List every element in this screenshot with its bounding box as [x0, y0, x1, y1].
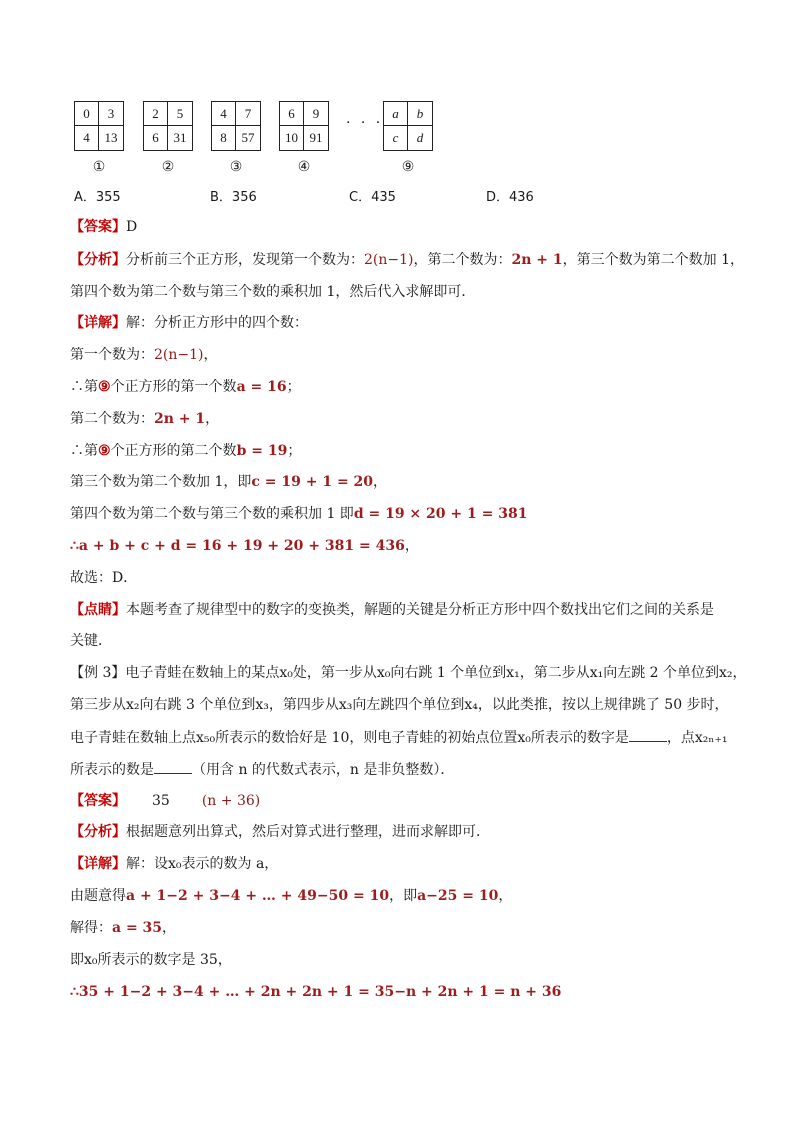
- q2-step-4: [70, 982, 730, 1002]
- text: 由题意得: [70, 888, 126, 904]
- detail-tag: 【详解】: [70, 315, 126, 331]
- math: ∴35 + 1−2 + 3−4 + … + 2n + 2n + 1 = 35−n + 2n + 1 = n + 36: [70, 984, 562, 1000]
- math: a = 16: [236, 379, 287, 395]
- text: 第四个数为第二个数与第三个数的乘积加 1 即: [70, 506, 354, 522]
- text: 电子青蛙在数轴上的某点x₀处，第一步从x₀向右跳 1 个单位到x₁，第二步从x₁向左跳 2 个单位到x₂，: [125, 665, 747, 681]
- q1-step-7: [70, 536, 730, 556]
- grid-cell: 91: [309, 130, 323, 145]
- text: 第三个数为第二个数加 1，即: [70, 474, 252, 490]
- text: ∴第: [70, 379, 98, 395]
- answer-value-2: (n + 36): [201, 793, 261, 809]
- q1-step-6: [70, 504, 730, 524]
- answer-value-1: 35: [152, 793, 170, 809]
- grid-4: [279, 101, 329, 151]
- text: ，: [162, 920, 177, 936]
- q1-step-3: [70, 409, 730, 429]
- text: ，: [404, 538, 419, 554]
- text: 第一个数为：: [70, 347, 154, 363]
- grid-cell: 8: [212, 126, 236, 150]
- math: d = 19 × 20 + 1 = 381: [353, 506, 528, 522]
- grid-cell: a: [384, 102, 408, 126]
- square-grids-figure: [74, 101, 454, 181]
- q1-comment-line-2: 关键．: [70, 633, 112, 649]
- answer-tag: 【答案】: [70, 219, 126, 235]
- example-tag: 【例 3】: [70, 665, 126, 681]
- text: ，: [373, 474, 388, 490]
- grid-9: [383, 101, 433, 151]
- grid-label: ④: [297, 159, 311, 175]
- q2-step-2: [70, 918, 730, 938]
- text: 根据题意列出算式，然后对算式进行整理，进而求解即可．: [126, 824, 490, 840]
- grid-cell: c: [384, 126, 408, 150]
- q2-analysis-line: [70, 822, 730, 842]
- text: 个正方形的第一个数: [110, 379, 237, 395]
- q2-detail-line: [70, 854, 730, 874]
- text: 解得：: [70, 920, 112, 936]
- grid-cell: d: [416, 130, 424, 145]
- analysis-tag: 【分析】: [70, 824, 126, 840]
- q2-answer-line: [70, 791, 730, 811]
- math: a = 35: [112, 920, 163, 936]
- text: 第二个数为：: [70, 411, 154, 427]
- grid-cell: b: [408, 102, 432, 126]
- grid-cell: 6: [144, 126, 168, 150]
- q1-answer-line: [70, 217, 730, 237]
- grid-cell: 4: [75, 126, 99, 150]
- math: 2n + 1: [511, 252, 563, 268]
- answer-blank[interactable]: [154, 759, 192, 774]
- text: 分析前三个正方形，发现第一个数为：: [126, 252, 364, 268]
- text: ，点x₂ₙ₊₁: [666, 730, 728, 746]
- q1-analysis-line-2: 第四个数为第二个数与第三个数的乘积加 1，然后代入求解即可．: [70, 284, 476, 300]
- math: b = 19: [236, 443, 288, 459]
- math: 2(n−1): [364, 252, 414, 268]
- text: 个正方形的第二个数: [110, 443, 237, 459]
- q1-choose: 故选：D．: [70, 570, 138, 586]
- grid-cell: 31: [173, 130, 187, 145]
- q1-analysis-line-1: [70, 250, 744, 270]
- q2-step-1: [70, 886, 730, 906]
- math: c = 19 + 1 = 20: [251, 474, 374, 490]
- answer-tag: 【答案】: [70, 793, 126, 809]
- text: 解：分析正方形中的四个数：: [126, 315, 308, 331]
- text: ，: [203, 347, 218, 363]
- math: a + 1−2 + 3−4 + … + 49−50 = 10: [126, 888, 390, 904]
- grid-cell: 9: [304, 102, 328, 126]
- text: （用含 n 的代数式表示，n 是非负整数）．: [192, 762, 455, 778]
- q1-step-4: [70, 441, 730, 461]
- grid-1: [74, 101, 124, 151]
- option-b: B．356: [210, 190, 257, 205]
- text: 解：设x₀表示的数为 a，: [126, 856, 279, 872]
- math: 2n + 1: [154, 411, 206, 427]
- q2-problem-line-1: [70, 663, 747, 683]
- option-d: D．436: [486, 190, 534, 205]
- text: ；: [286, 379, 301, 395]
- text: ；: [287, 443, 302, 459]
- circled-number: ⑨: [98, 379, 111, 395]
- q1-detail-line: [70, 313, 730, 333]
- grid-cell: 6: [280, 102, 304, 126]
- comment-tag: 【点睛】: [70, 602, 126, 618]
- answer-options: [74, 186, 754, 206]
- grid-cell: 2: [144, 102, 168, 126]
- q2-problem-line-4: [70, 759, 730, 780]
- q2-step-3: 即x₀所表示的数字是 35，: [70, 952, 232, 968]
- text: ，即: [389, 888, 418, 904]
- ellipsis: · · ·: [346, 115, 384, 131]
- grid-label: ③: [229, 159, 243, 175]
- q1-step-1: [70, 345, 730, 365]
- math: a−25 = 10: [417, 888, 499, 904]
- grid-cell: 10: [280, 126, 304, 150]
- grid-3: [211, 101, 261, 151]
- text: ，: [205, 411, 220, 427]
- text: ，第三个数为第二个数加 1，: [562, 252, 744, 268]
- text: 本题考查了规律型中的数字的变换类，解题的关键是分析正方形中四个数找出它们之间的关系是: [126, 602, 714, 618]
- option-c: C．435: [349, 190, 396, 205]
- detail-tag: 【详解】: [70, 856, 126, 872]
- analysis-tag: 【分析】: [70, 252, 126, 268]
- grid-cell: 0: [75, 102, 99, 126]
- math: ∴a + b + c + d = 16 + 19 + 20 + 381 = 436: [70, 538, 405, 554]
- grid-cell: 5: [168, 102, 192, 126]
- grid-cell: 7: [236, 102, 260, 126]
- q1-step-2: [70, 377, 730, 397]
- q1-comment-line-1: [70, 600, 730, 620]
- q1-step-5: [70, 472, 730, 492]
- math: 2(n−1): [154, 347, 204, 363]
- answer-blank[interactable]: [629, 727, 667, 742]
- q2-problem-line-2: 第三步从x₂向右跳 3 个单位到x₃，第四步从x₃向左跳四个单位到x₄，以此类推，按以上规律跳了 50 步时，: [70, 697, 729, 713]
- grid-label: ①: [92, 159, 106, 175]
- q2-problem-line-3: [70, 727, 730, 748]
- circled-number: ⑨: [98, 443, 111, 459]
- grid-cell: 13: [104, 130, 118, 145]
- grid-cell: 4: [212, 102, 236, 126]
- option-a: A．355: [74, 190, 121, 205]
- text: ，第二个数为：: [413, 252, 512, 268]
- grid-2: [143, 101, 193, 151]
- text: ，: [498, 888, 513, 904]
- text: 电子青蛙在数轴上点x₅₀所表示的数恰好是 10，则电子青蛙的初始点位置x₀所表示的数字是: [70, 730, 629, 746]
- grid-label: ⑨: [401, 159, 415, 175]
- grid-cell: 3: [99, 102, 123, 126]
- text: 所表示的数是: [70, 762, 154, 778]
- grid-label: ②: [161, 159, 175, 175]
- text: ∴第: [70, 443, 98, 459]
- grid-cell: 57: [241, 130, 255, 145]
- answer-value: D: [126, 219, 138, 235]
